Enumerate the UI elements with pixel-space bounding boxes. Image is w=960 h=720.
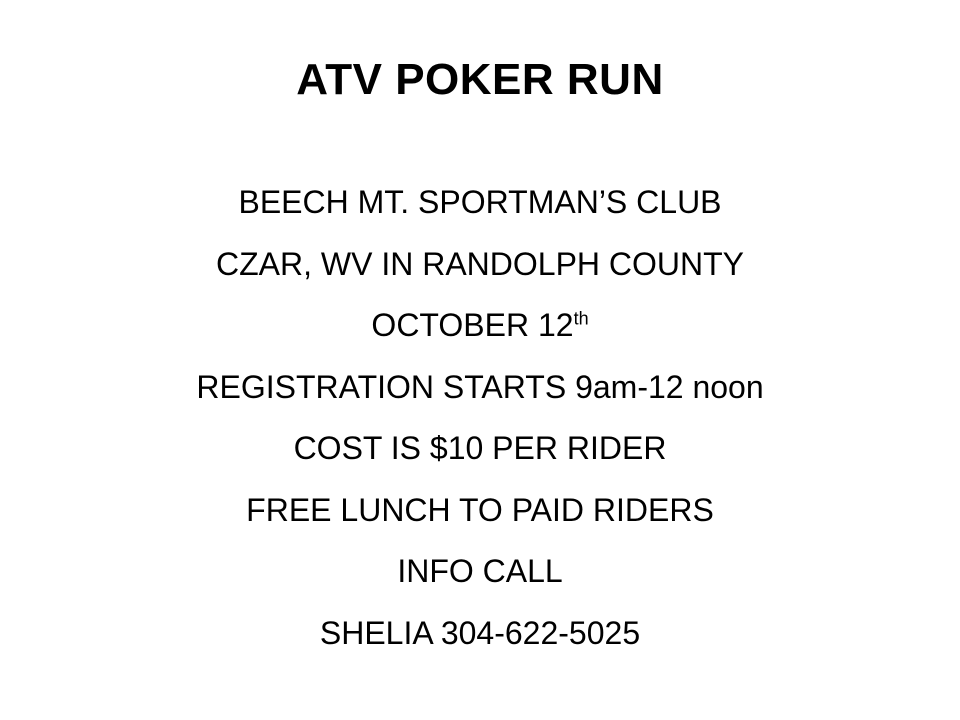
info-call: [0, 541, 960, 603]
event-location-text: CZAR, WV IN RANDOLPH COUNTY: [215, 245, 745, 282]
event-details: [0, 172, 960, 664]
club-name: [0, 172, 960, 234]
info-call-text: INFO CALL: [397, 553, 563, 589]
registration-time: [0, 357, 960, 419]
event-date-suffix: th: [573, 308, 589, 329]
registration-time-text: REGISTRATION STARTS 9am-12 noon: [196, 368, 764, 405]
event-cost-text: COST IS $10 PER RIDER: [293, 430, 667, 466]
club-name-text: BEECH MT. SPORTMAN’S CLUB: [238, 184, 722, 220]
contact-phone-text: SHELIA 304-622-5025: [319, 614, 641, 651]
event-date-text: OCTOBER 12: [371, 307, 574, 343]
event-cost: [0, 418, 960, 480]
lunch-info-text: FREE LUNCH TO PAID RIDERS: [246, 491, 714, 528]
lunch-info: [0, 480, 960, 542]
contact-phone: [0, 603, 960, 665]
page-title: ATV POKER RUN: [296, 55, 664, 104]
event-date: [0, 295, 960, 357]
event-location: [0, 234, 960, 296]
